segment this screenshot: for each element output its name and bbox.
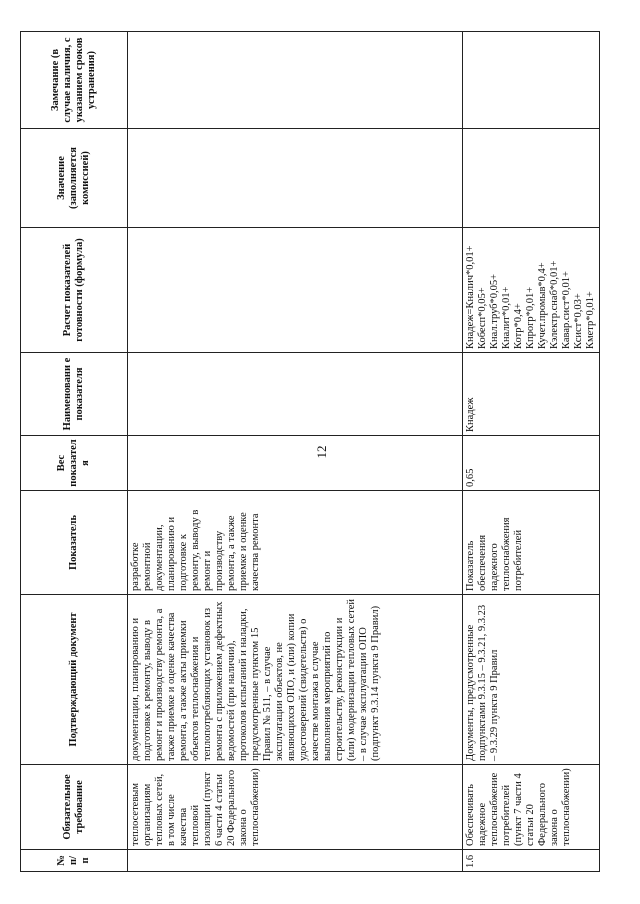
- formula-line: Кналит*0,01+: [501, 286, 512, 349]
- requirement-cell: теплосетевым организациям тепловых сетей, в том числе качества тепловой изоляции (пункт 6 части 4 статьи 20 Федерального закона о теплоснабжении): [128, 765, 463, 850]
- table-row: [463, 32, 600, 872]
- formula-cell: [128, 228, 463, 353]
- formula-line: Кобесп*0,05+: [477, 287, 488, 349]
- formula-line: Кметр*0,01+: [585, 291, 596, 349]
- weight-cell: [128, 436, 463, 491]
- header-cell: Значение (заполняется комиссией): [21, 129, 128, 228]
- formula-line: Котр*0,4+: [513, 303, 524, 349]
- page-number: 12: [314, 445, 329, 459]
- document-cell: документации, планированию и подготовке к ремонту, выводу в ремонт и производству ремонта, а также приемке и оценке качества ремонта, а также акты приемки объектов теплоснабжения и теплопотребляющих установок из ремонта с приложением дефектных ведомостей (при наличии), протоколов испытаний и наладки, предусмотренные пунктом 15 Правил № 511, – в случае эксплуатации объектов, не являющихся ОПО, и (или) копии удостоверений (свидетельств) о качестве монтажа в случае выполнения мероприятий по строительству, реконструкции и (или) модернизации тепловых сетей – в случае эксплуатации ОПО (подпункт 9.3.14 пункта 9 Правил): [128, 595, 463, 765]
- header-cell: Расчет показателей готовности (формула): [21, 228, 128, 353]
- row-number: 1.6: [463, 850, 600, 872]
- header-cell: Обязательное требование: [21, 765, 128, 850]
- formula-line: Кпрогр*0,01+: [525, 286, 536, 349]
- header-cell: Показатель: [21, 491, 128, 595]
- formula-line: Ксист*0,03+: [573, 293, 584, 349]
- row-number: [128, 850, 463, 872]
- indicator-name-cell: [128, 353, 463, 436]
- table-header-row: [21, 32, 128, 872]
- header-cell: Замечание (в случае наличия, с указанием сроков устранения): [21, 32, 128, 129]
- formula-line: Кнал.труб*0,05+: [489, 273, 500, 349]
- indicator-cell: Показатель обеспечения надежного теплоснабжения потребителей: [463, 491, 600, 595]
- remark-cell: [463, 32, 600, 129]
- formula-line: Кэлектр.снаб*0,01+: [549, 260, 560, 349]
- remark-cell: [128, 32, 463, 129]
- formula-line: Кнадеж=Кналич*0,01+: [465, 245, 476, 349]
- document-cell: Документы, предусмотренные подпунктами 9.3.15 – 9.3.21, 9.3.23 – 9.3.29 пункта 9 Правил: [463, 595, 600, 765]
- rotated-page: [20, 32, 596, 872]
- formula-cell: [463, 228, 600, 353]
- formula-line: Кучет.промыв*0,4+: [537, 262, 548, 349]
- formula-line: Кавар.сист*0,01+: [561, 271, 572, 349]
- indicator-cell: разработке ремонтной документации, планированию и подготовке к ремонту, выводу в ремонт и производству ремонта, а также приемке и оценке качества ремонта: [128, 491, 463, 595]
- header-cell: № п/п: [21, 850, 128, 872]
- table-row: [128, 32, 463, 872]
- header-cell: Подтверждающий документ: [21, 595, 128, 765]
- indicator-name-cell: Кнадеж: [463, 353, 600, 436]
- requirement-cell: Обеспечивать надежное теплоснабжение потребителей (пункт 7 части 4 статьи 20 Федерального закона о теплоснабжении): [463, 765, 600, 850]
- requirements-table: [20, 31, 600, 872]
- value-cell: [128, 129, 463, 228]
- value-cell: [463, 129, 600, 228]
- header-cell: Наименовани е показателя: [21, 353, 128, 436]
- header-cell: Вес показателя: [21, 436, 128, 491]
- weight-cell: 0,65: [463, 436, 600, 491]
